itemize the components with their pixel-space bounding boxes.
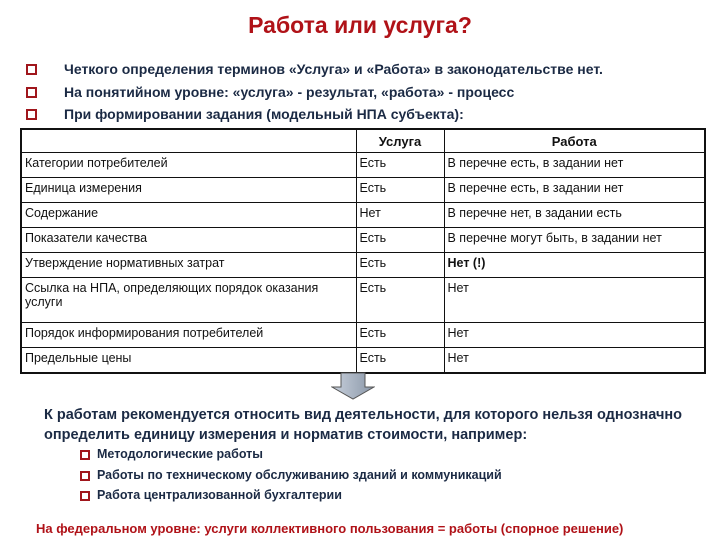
- header-cell: Услуга: [356, 129, 444, 153]
- recommendation-text: К работам рекомендуется относить вид деятельности, для которого нельзя однозначно определить единицу измерения и норматив стоимости, например:: [44, 407, 682, 443]
- table-row: [21, 278, 705, 323]
- header-cell: [21, 129, 356, 153]
- bullet-text: На понятийном уровне: «услуга» - результат, «работа» - процесс: [64, 84, 515, 100]
- table-row: [21, 178, 705, 203]
- header-cell: Работа: [444, 129, 705, 153]
- table-header: [21, 129, 705, 153]
- table-cell: Порядок информирования потребителей: [21, 323, 356, 348]
- table-cell: Единица измерения: [21, 178, 356, 203]
- checkbox-bullet-icon: [80, 450, 90, 460]
- checkbox-bullet-icon: [80, 471, 90, 481]
- table-row: [21, 203, 705, 228]
- checkbox-bullet-icon: [80, 491, 90, 501]
- footer-note: На федеральном уровне: услуги коллективного пользования = работы (спорное решение): [36, 521, 624, 536]
- example-text: Методологические работы: [97, 447, 263, 461]
- table-cell: Нет: [356, 203, 444, 228]
- table-cell: Есть: [356, 153, 444, 178]
- table-cell: Есть: [356, 178, 444, 203]
- table-cell: Содержание: [21, 203, 356, 228]
- table-cell: В перечне могут быть, в задании нет: [444, 228, 705, 253]
- table-cell: Есть: [356, 278, 444, 323]
- table-cell: Есть: [356, 323, 444, 348]
- down-arrow-icon: [331, 372, 375, 400]
- table-cell: Нет: [444, 323, 705, 348]
- table-row: [21, 323, 705, 348]
- example-text: Работы по техническому обслуживанию зданий и коммуникаций: [97, 468, 502, 482]
- table-row: [21, 253, 705, 278]
- table-cell: В перечне есть, в задании нет: [444, 178, 705, 203]
- table-cell: Предельные цены: [21, 348, 356, 374]
- table-cell: В перечне нет, в задании есть: [444, 203, 705, 228]
- bullet-text: При формировании задания (модельный НПА субъекта):: [64, 106, 464, 122]
- table-cell: Показатели качества: [21, 228, 356, 253]
- table-cell: Ссылка на НПА, определяющих порядок оказания услуги: [21, 278, 356, 323]
- slide-title: Работа или услуга?: [248, 12, 472, 38]
- table-cell: Нет (!): [444, 253, 705, 278]
- checkbox-bullet-icon: [26, 64, 37, 75]
- table-cell: Нет: [444, 278, 705, 323]
- table-row: [21, 348, 705, 374]
- table-cell: Есть: [356, 228, 444, 253]
- table-row: [21, 153, 705, 178]
- table-row: [21, 228, 705, 253]
- table-cell: Категории потребителей: [21, 153, 356, 178]
- table-cell: Утверждение нормативных затрат: [21, 253, 356, 278]
- checkbox-bullet-icon: [26, 109, 37, 120]
- example-text: Работа централизованной бухгалтерии: [97, 488, 342, 502]
- table-cell: Нет: [444, 348, 705, 374]
- comparison-table: [20, 128, 706, 374]
- checkbox-bullet-icon: [26, 87, 37, 98]
- table-cell: Есть: [356, 348, 444, 374]
- table-cell: В перечне есть, в задании нет: [444, 153, 705, 178]
- table-cell: Есть: [356, 253, 444, 278]
- bullet-text: Четкого определения терминов «Услуга» и «Работа» в законодательстве нет.: [64, 61, 603, 77]
